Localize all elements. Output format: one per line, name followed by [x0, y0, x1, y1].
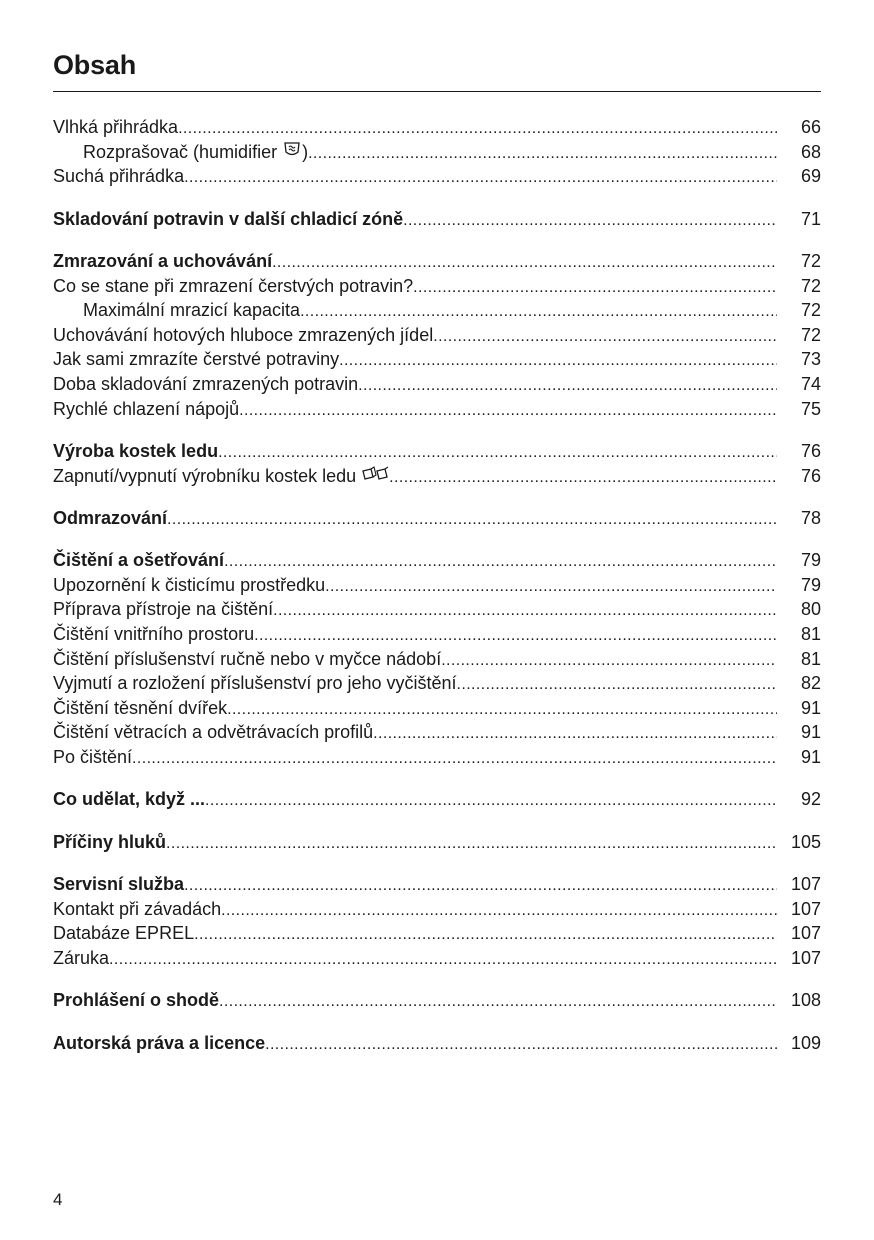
toc-entry-label: Databáze EPREL: [53, 923, 195, 944]
dot-leader: [265, 1031, 777, 1058]
footer-page-number: 4: [53, 1190, 63, 1209]
toc-entry-label: Servisní služba: [53, 874, 185, 895]
toc-entry[interactable]: [53, 946, 821, 971]
toc-entry-label: Uchovávání hotových hluboce zmrazených jídel: [53, 324, 434, 345]
toc-page-number: 109: [790, 1032, 821, 1053]
dot-leader: [221, 897, 777, 924]
dot-leader: [219, 988, 777, 1015]
toc-entry-label: Čištění příslušenství ručně nebo v myčce nádobí: [53, 648, 442, 669]
page-title: Obsah: [53, 50, 137, 80]
toc-page-number: 72: [800, 324, 821, 345]
toc-entry-label: Co udělat, když ...: [53, 789, 206, 810]
toc-entry[interactable]: [53, 897, 821, 922]
toc-page-number: 76: [800, 440, 821, 461]
toc-page-number: 71: [800, 208, 821, 229]
toc-section: [53, 548, 821, 769]
toc-section: [53, 988, 821, 1013]
toc-section: [53, 207, 821, 232]
dot-leader: [403, 207, 777, 234]
toc-entry[interactable]: [53, 671, 821, 696]
toc-page-number: 72: [800, 300, 821, 321]
toc-entry[interactable]: [53, 372, 821, 397]
toc-section: [53, 249, 821, 421]
toc-entry-label: Po čištění: [53, 747, 133, 768]
ice-maker-icon: [361, 466, 389, 482]
dot-leader: [273, 597, 777, 624]
toc-entry[interactable]: [53, 464, 821, 489]
toc-entry-label: Odmrazování: [53, 507, 168, 528]
toc-entry[interactable]: [53, 274, 821, 299]
toc-subentry[interactable]: [53, 298, 821, 323]
dot-leader: [224, 548, 777, 575]
toc-entry[interactable]: [53, 647, 821, 672]
toc-entry-label: Čištění vnitřního prostoru: [53, 624, 255, 645]
toc-page-number: 107: [790, 898, 821, 919]
toc-entry[interactable]: [53, 921, 821, 946]
toc-section: [53, 115, 821, 189]
toc-page-number: 107: [790, 948, 821, 968]
humidifier-icon: [282, 140, 302, 158]
dot-leader: [194, 921, 777, 948]
toc-heading-entry[interactable]: [53, 249, 821, 274]
toc-page-number: 79: [800, 550, 821, 571]
toc-section: [53, 787, 821, 812]
toc-entry-label: Autorská práva a licence: [53, 1032, 266, 1053]
dot-leader: [300, 298, 777, 325]
toc-entry[interactable]: [53, 622, 821, 647]
toc-entry[interactable]: [53, 696, 821, 721]
toc-page-number: 73: [800, 349, 821, 370]
dot-leader: [109, 946, 777, 973]
toc-entry-label: Doba skladování zmrazených potravin: [53, 373, 359, 394]
toc-heading-entry[interactable]: [53, 787, 821, 812]
dot-leader: [167, 506, 777, 533]
toc-entry-label: Zmrazování a uchovávání: [53, 250, 273, 271]
dot-leader: [132, 745, 777, 772]
toc-entry[interactable]: [53, 720, 821, 745]
dot-leader: [227, 696, 777, 723]
toc-page-number: 92: [800, 789, 821, 810]
toc-page-number: 66: [800, 117, 821, 137]
toc-page-number: 76: [800, 465, 821, 486]
toc-entry-label: Suchá přihrádka: [53, 166, 185, 187]
toc-page-number: 81: [800, 648, 821, 669]
toc-page-number: 105: [790, 831, 821, 852]
toc-heading-entry[interactable]: [53, 207, 821, 232]
toc-entry-label: Výroba kostek ledu: [53, 440, 219, 461]
toc-entry-label: Jak sami zmrazíte čerstvé potraviny: [53, 349, 340, 370]
toc-page-number: 75: [800, 398, 821, 419]
toc-entry-label: Příprava přístroje na čištění: [53, 599, 274, 620]
toc-entry-label: Vlhká přihrádka: [53, 117, 179, 137]
toc-heading-entry[interactable]: [53, 506, 821, 531]
toc-subentry[interactable]: [53, 140, 821, 165]
toc-heading-entry[interactable]: [53, 872, 821, 897]
dot-leader: [239, 397, 777, 424]
toc-entry-label: Upozornění k čisticímu prostředku: [53, 574, 326, 595]
toc-entry-label: Rychlé chlazení nápojů: [53, 398, 240, 419]
toc-entry[interactable]: [53, 397, 821, 422]
dot-leader: [184, 164, 777, 191]
dot-leader: [457, 671, 777, 698]
toc-page-number: 107: [790, 874, 821, 895]
toc-section: [53, 506, 821, 531]
toc-page-number: 72: [800, 275, 821, 296]
toc-page-number: 80: [800, 599, 821, 620]
toc-entry[interactable]: [53, 573, 821, 598]
dot-leader: [433, 323, 777, 350]
toc-page-number: 79: [800, 574, 821, 595]
toc-section: [53, 439, 821, 488]
dot-leader: [218, 439, 777, 466]
toc-entry-label: Příčiny hluků: [53, 831, 167, 852]
toc-section: [53, 1031, 821, 1056]
toc-entry-label: Skladování potravin v další chladicí zóně: [53, 208, 404, 229]
toc-entry-label: Čištění těsnění dvířek: [53, 697, 228, 718]
dot-leader: [373, 720, 777, 747]
dot-leader: [166, 830, 777, 857]
toc-entry-label: Vyjmutí a rozložení příslušenství pro jeho vyčištění: [53, 673, 457, 694]
toc-page-number: 91: [800, 747, 821, 768]
dot-leader: [205, 787, 777, 814]
toc-entry[interactable]: [53, 115, 821, 140]
dot-leader: [358, 372, 777, 399]
toc-page-number: 81: [800, 624, 821, 645]
toc-entry[interactable]: [53, 347, 821, 372]
toc-section: [53, 872, 821, 970]
dot-leader: [389, 464, 777, 491]
dot-leader: [272, 249, 777, 276]
toc-page-number: 69: [800, 166, 821, 187]
toc-section: [53, 830, 821, 855]
toc-page-number: 91: [800, 697, 821, 718]
toc-page-number: 108: [790, 990, 821, 1011]
toc-page-number: 107: [790, 923, 821, 944]
table-of-contents: [53, 115, 821, 1073]
dot-leader: [339, 347, 777, 374]
title-divider: [53, 91, 821, 92]
toc-heading-entry[interactable]: [53, 439, 821, 464]
toc-heading-entry[interactable]: [53, 988, 821, 1013]
dot-leader: [308, 140, 777, 167]
toc-entry-label: Prohlášení o shodě: [53, 990, 220, 1011]
toc-page-number: 68: [800, 141, 821, 162]
dot-leader: [441, 647, 777, 674]
toc-entry-label: Rozprašovač (humidifier: [83, 141, 278, 162]
toc-entry-label: Maximální mrazicí kapacita: [83, 300, 301, 321]
toc-entry-label: Čištění a ošetřování: [53, 550, 225, 571]
toc-heading-entry[interactable]: [53, 1031, 821, 1056]
toc-page-number: 78: [800, 507, 821, 528]
toc-entry[interactable]: [53, 323, 821, 348]
toc-entry[interactable]: [53, 597, 821, 622]
toc-entry-label: Záruka: [53, 948, 110, 968]
toc-entry-label: Kontakt při závadách: [53, 898, 222, 919]
toc-entry-label: Zapnutí/vypnutí výrobníku kostek ledu: [53, 465, 357, 486]
toc-page-number: 82: [800, 673, 821, 694]
toc-entry[interactable]: [53, 745, 821, 770]
dot-leader: [413, 274, 777, 301]
toc-entry-label: Co se stane při zmrazení čerstvých potravin?: [53, 275, 414, 296]
dot-leader: [178, 115, 777, 142]
toc-entry[interactable]: [53, 164, 821, 189]
dot-leader: [325, 573, 777, 600]
toc-page-number: 72: [800, 250, 821, 271]
toc-heading-entry[interactable]: [53, 830, 821, 855]
dot-leader: [184, 872, 777, 899]
dot-leader: [254, 622, 777, 649]
toc-page-number: 91: [800, 722, 821, 743]
toc-entry-label-suffix: ): [302, 141, 309, 162]
toc-page-number: 74: [800, 373, 821, 394]
toc-heading-entry[interactable]: [53, 548, 821, 573]
toc-entry-label: Čištění větracích a odvětrávacích profilů: [53, 722, 374, 743]
